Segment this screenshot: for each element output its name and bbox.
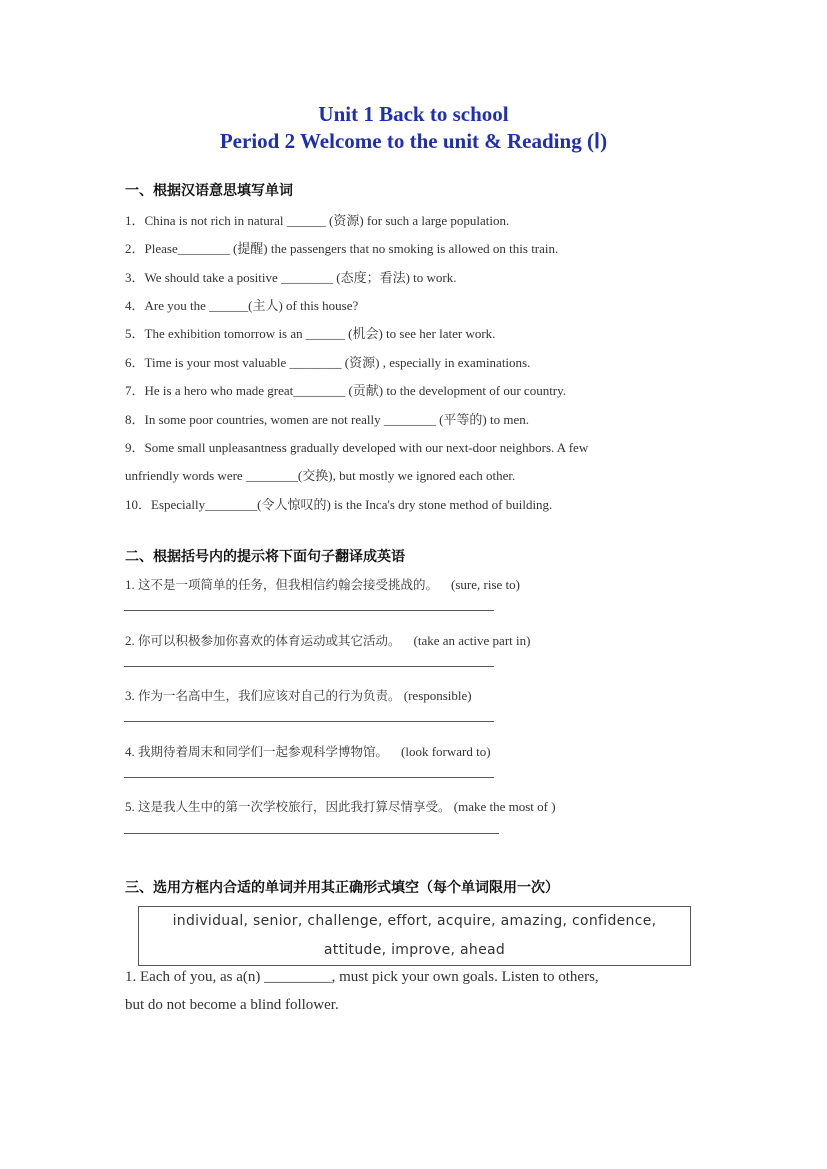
s1-item-9b: unfriendly words were ________(交换), but mostly we ignored each other.	[125, 468, 516, 483]
s2-item-hint: (look forward to)	[401, 744, 491, 759]
s2-item-chinese: 你可以积极参加你喜欢的体育运动或其它活动。	[138, 633, 401, 648]
s2-item-num: 5.	[125, 799, 135, 814]
s1-item-8: 8．In some poor countries, women are not really ________ (平等的) to men.	[125, 412, 529, 427]
word-box-line-2: attitude, improve, ahead	[323, 942, 506, 958]
period-title: Period 2 Welcome to the unit & Reading (Ⅰ)	[219, 129, 608, 153]
word-box	[138, 906, 691, 966]
s1-item-3: 3．We should take a positive ________ (态度；看法) to work.	[125, 270, 457, 285]
s2-item-3	[125, 686, 472, 704]
answer-line-1[interactable]	[124, 610, 494, 611]
s1-item-5: 5．The exhibition tomorrow is an ______ (机会) to see her later work.	[125, 326, 496, 341]
s1-item-4: 4．Are you the ______(主人) of this house?	[125, 298, 359, 313]
s2-item-num: 1.	[125, 577, 135, 592]
s1-item-2: 2．Please________ (提醒) the passengers that no smoking is allowed on this train.	[125, 241, 559, 256]
s2-item-4	[125, 742, 491, 760]
s3-question-1-line-1: 1. Each of you, as a(n) _________, must pick your own goals. Listen to others,	[125, 969, 599, 985]
s2-item-1	[125, 575, 520, 593]
s3-question-1	[125, 963, 695, 1019]
section3-heading: 三、选用方框内合适的单词并用其正确形式填空（每个单词限用一次）	[125, 880, 559, 896]
s2-item-5	[125, 797, 556, 815]
s2-item-chinese: 这是我人生中的第一次学校旅行，因此我打算尽情享受。	[138, 799, 451, 814]
answer-line-4[interactable]	[124, 777, 494, 778]
s2-item-hint: (make the most of )	[453, 799, 556, 814]
unit-title: Unit 1 Back to school	[318, 102, 509, 126]
word-box-line-1: individual, senior, challenge, effort, acquire, amazing, confidence,	[172, 913, 657, 929]
section2-heading: 二、根据括号内的提示将下面句子翻译成英语	[125, 549, 405, 565]
s2-item-chinese: 这不是一项简单的任务，但我相信约翰会接受挑战的。	[138, 577, 439, 592]
section1-heading: 一、根据汉语意思填写单词	[125, 183, 293, 199]
s2-item-2	[125, 631, 530, 649]
s2-item-chinese: 作为一名高中生，我们应该对自己的行为负责。	[138, 688, 401, 703]
s2-item-num: 2.	[125, 633, 135, 648]
s2-item-chinese: 我期待着周末和同学们一起参观科学博物馆。	[138, 744, 389, 759]
s1-item-9a: 9．Some small unpleasantness gradually developed with our next-door neighbors. A few	[125, 440, 589, 455]
s2-item-hint: (responsible)	[403, 688, 472, 703]
s2-item-hint: (take an active part in)	[413, 633, 531, 648]
s1-item-7: 7．He is a hero who made great________ (贡献) to the development of our country.	[125, 383, 567, 398]
answer-line-3[interactable]	[124, 721, 494, 722]
s1-item-10: 10．Especially________(令人惊叹的) is the Inca's dry stone method of building.	[125, 497, 553, 512]
s3-question-1-line-2: but do not become a blind follower.	[125, 997, 339, 1013]
answer-line-5[interactable]	[124, 833, 499, 834]
s2-item-num: 3.	[125, 688, 135, 703]
s2-item-num: 4.	[125, 744, 135, 759]
answer-line-2[interactable]	[124, 666, 494, 667]
s1-item-6: 6．Time is your most valuable ________ (资源) , especially in examinations.	[125, 355, 531, 370]
s2-item-hint: (sure, rise to)	[451, 577, 520, 592]
s1-item-1: 1．China is not rich in natural ______ (资源) for such a large population.	[125, 213, 510, 228]
